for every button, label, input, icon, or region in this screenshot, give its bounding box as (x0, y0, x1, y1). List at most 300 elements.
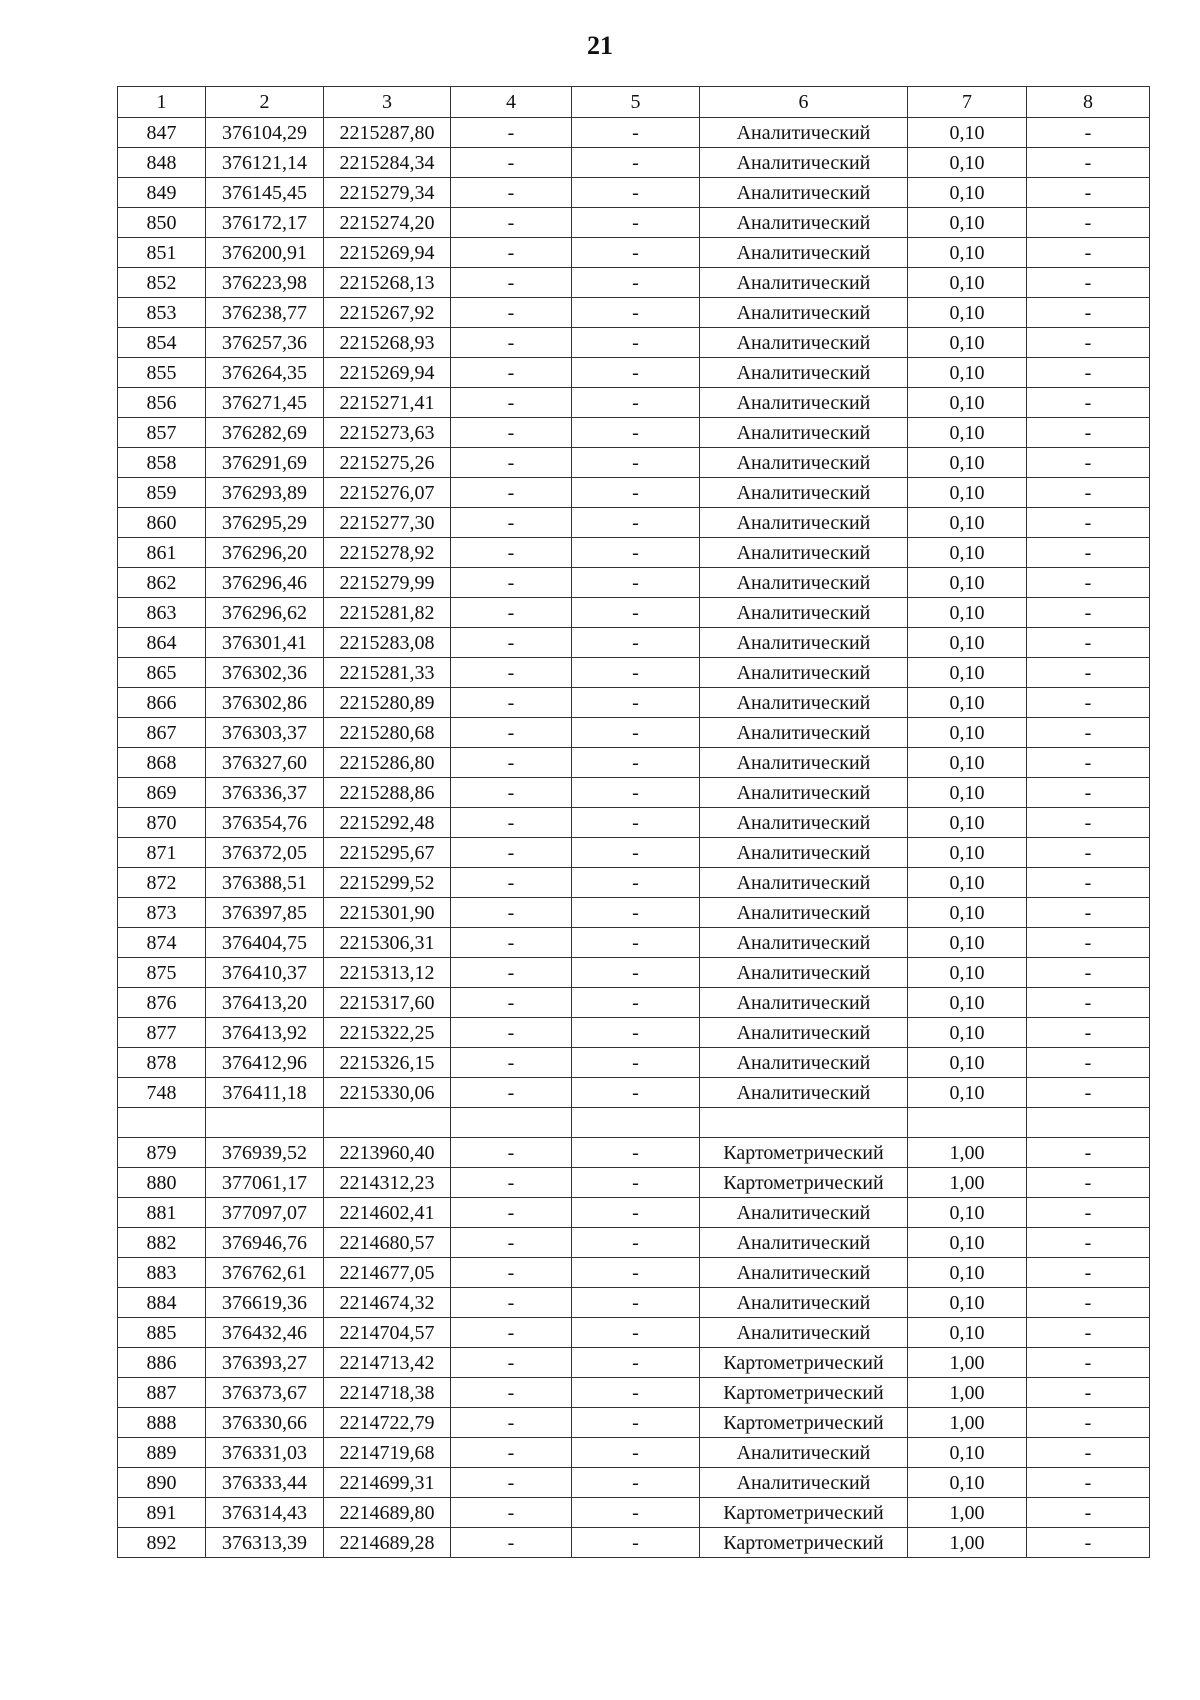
column-8-cell: - (1027, 1348, 1150, 1378)
x-coordinate-cell: 376404,75 (206, 928, 324, 958)
column-5-cell: - (572, 118, 700, 148)
accuracy-cell: 0,10 (908, 1288, 1027, 1318)
column-4-cell: - (451, 928, 572, 958)
column-5-cell: - (572, 1258, 700, 1288)
column-8-cell: - (1027, 928, 1150, 958)
column-8-cell: - (1027, 1528, 1150, 1558)
accuracy-cell: 0,10 (908, 1468, 1027, 1498)
x-coordinate-cell: 376333,44 (206, 1468, 324, 1498)
column-4-cell: - (451, 1228, 572, 1258)
x-coordinate-cell: 376413,92 (206, 1018, 324, 1048)
method-cell: Аналитический (700, 898, 908, 928)
column-5-cell: - (572, 1288, 700, 1318)
column-8-cell: - (1027, 598, 1150, 628)
method-cell: Аналитический (700, 178, 908, 208)
table-row (118, 298, 1150, 328)
x-coordinate-cell: 376264,35 (206, 358, 324, 388)
y-coordinate-cell: 2215330,06 (324, 1078, 451, 1108)
column-header-7: 7 (908, 87, 1027, 118)
accuracy-cell: 0,10 (908, 748, 1027, 778)
accuracy-cell: 0,10 (908, 118, 1027, 148)
column-4-cell: - (451, 328, 572, 358)
method-cell: Аналитический (700, 388, 908, 418)
method-cell: Аналитический (700, 1468, 908, 1498)
point-number-cell: 748 (118, 1078, 206, 1108)
accuracy-cell: 0,10 (908, 928, 1027, 958)
column-5-cell: - (572, 1438, 700, 1468)
method-cell: Аналитический (700, 988, 908, 1018)
column-header-6: 6 (700, 87, 908, 118)
method-cell: Аналитический (700, 418, 908, 448)
table-header-row (118, 87, 1150, 118)
column-4-cell: - (451, 1438, 572, 1468)
x-coordinate-cell: 376393,27 (206, 1348, 324, 1378)
y-coordinate-cell: 2214689,28 (324, 1528, 451, 1558)
table-row (118, 1168, 1150, 1198)
y-coordinate-cell: 2215281,33 (324, 658, 451, 688)
x-coordinate-cell: 376327,60 (206, 748, 324, 778)
method-cell: Аналитический (700, 1438, 908, 1468)
method-cell: Аналитический (700, 148, 908, 178)
method-cell: Аналитический (700, 478, 908, 508)
point-number-cell: 875 (118, 958, 206, 988)
column-8-cell: - (1027, 178, 1150, 208)
table-row (118, 718, 1150, 748)
column-5-cell: - (572, 628, 700, 658)
point-number-cell: 849 (118, 178, 206, 208)
column-8-cell: - (1027, 538, 1150, 568)
column-5-cell: - (572, 1528, 700, 1558)
point-number-cell: 852 (118, 268, 206, 298)
column-4-cell: - (451, 568, 572, 598)
method-cell: Картометрический (700, 1138, 908, 1168)
y-coordinate-cell: 2215280,89 (324, 688, 451, 718)
x-coordinate-cell: 376372,05 (206, 838, 324, 868)
column-8-cell: - (1027, 1198, 1150, 1228)
method-cell: Аналитический (700, 688, 908, 718)
y-coordinate-cell: 2215299,52 (324, 868, 451, 898)
method-cell: Аналитический (700, 598, 908, 628)
point-number-cell: 876 (118, 988, 206, 1018)
method-cell: Аналитический (700, 118, 908, 148)
table-row (118, 1318, 1150, 1348)
table-row (118, 328, 1150, 358)
table-row (118, 1378, 1150, 1408)
table-row (118, 178, 1150, 208)
table-row (118, 1528, 1150, 1558)
table-row (118, 868, 1150, 898)
y-coordinate-cell: 2215274,20 (324, 208, 451, 238)
method-cell: Аналитический (700, 1228, 908, 1258)
column-5-cell: - (572, 238, 700, 268)
table-row (118, 688, 1150, 718)
y-coordinate-cell: 2215288,86 (324, 778, 451, 808)
column-8-cell: - (1027, 898, 1150, 928)
table-row (118, 598, 1150, 628)
table-row (118, 478, 1150, 508)
column-4-cell: - (451, 538, 572, 568)
table-row (118, 1348, 1150, 1378)
point-number-cell: 886 (118, 1348, 206, 1378)
accuracy-cell: 1,00 (908, 1348, 1027, 1378)
x-coordinate-cell: 376336,37 (206, 778, 324, 808)
column-4-cell: - (451, 178, 572, 208)
table-row (118, 268, 1150, 298)
column-8-cell: - (1027, 628, 1150, 658)
accuracy-cell: 0,10 (908, 388, 1027, 418)
accuracy-cell: 0,10 (908, 778, 1027, 808)
x-coordinate-cell: 376282,69 (206, 418, 324, 448)
y-coordinate-cell: 2215306,31 (324, 928, 451, 958)
y-coordinate-cell: 2215322,25 (324, 1018, 451, 1048)
x-coordinate-cell: 376121,14 (206, 148, 324, 178)
y-coordinate-cell: 2214699,31 (324, 1468, 451, 1498)
method-cell: Картометрический (700, 1408, 908, 1438)
column-8-cell: - (1027, 958, 1150, 988)
column-8-cell: - (1027, 238, 1150, 268)
column-8-cell (1027, 1108, 1150, 1138)
column-8-cell: - (1027, 478, 1150, 508)
column-5-cell: - (572, 1228, 700, 1258)
point-number-cell: 848 (118, 148, 206, 178)
x-coordinate-cell: 376302,86 (206, 688, 324, 718)
accuracy-cell: 1,00 (908, 1528, 1027, 1558)
column-header-2: 2 (206, 87, 324, 118)
table-row (118, 1258, 1150, 1288)
column-5-cell: - (572, 1378, 700, 1408)
column-5-cell: - (572, 718, 700, 748)
table-row (118, 1108, 1150, 1138)
x-coordinate-cell: 377097,07 (206, 1198, 324, 1228)
y-coordinate-cell: 2215273,63 (324, 418, 451, 448)
column-8-cell: - (1027, 568, 1150, 598)
method-cell: Картометрический (700, 1348, 908, 1378)
accuracy-cell: 0,10 (908, 538, 1027, 568)
method-cell: Аналитический (700, 538, 908, 568)
accuracy-cell: 0,10 (908, 1018, 1027, 1048)
y-coordinate-cell: 2215271,41 (324, 388, 451, 418)
column-8-cell: - (1027, 268, 1150, 298)
x-coordinate-cell: 376313,39 (206, 1528, 324, 1558)
x-coordinate-cell: 377061,17 (206, 1168, 324, 1198)
accuracy-cell (908, 1108, 1027, 1138)
column-8-cell: - (1027, 358, 1150, 388)
table-row (118, 448, 1150, 478)
accuracy-cell: 0,10 (908, 958, 1027, 988)
column-5-cell: - (572, 1198, 700, 1228)
point-number-cell: 847 (118, 118, 206, 148)
x-coordinate-cell: 376293,89 (206, 478, 324, 508)
point-number-cell: 874 (118, 928, 206, 958)
point-number-cell: 889 (118, 1438, 206, 1468)
x-coordinate-cell: 376200,91 (206, 238, 324, 268)
accuracy-cell: 1,00 (908, 1408, 1027, 1438)
point-number-cell: 858 (118, 448, 206, 478)
table-row (118, 208, 1150, 238)
accuracy-cell: 0,10 (908, 1048, 1027, 1078)
column-8-cell: - (1027, 748, 1150, 778)
x-coordinate-cell: 376413,20 (206, 988, 324, 1018)
method-cell: Аналитический (700, 628, 908, 658)
column-5-cell: - (572, 148, 700, 178)
x-coordinate-cell: 376291,69 (206, 448, 324, 478)
point-number-cell: 850 (118, 208, 206, 238)
point-number-cell: 891 (118, 1498, 206, 1528)
point-number-cell: 854 (118, 328, 206, 358)
point-number-cell: 883 (118, 1258, 206, 1288)
table-row (118, 898, 1150, 928)
point-number-cell: 872 (118, 868, 206, 898)
column-5-cell: - (572, 778, 700, 808)
y-coordinate-cell: 2214689,80 (324, 1498, 451, 1528)
column-4-cell: - (451, 1288, 572, 1318)
column-5-cell: - (572, 988, 700, 1018)
column-4-cell: - (451, 148, 572, 178)
column-4-cell: - (451, 298, 572, 328)
column-8-cell: - (1027, 388, 1150, 418)
table-row (118, 658, 1150, 688)
point-number-cell: 888 (118, 1408, 206, 1438)
method-cell: Аналитический (700, 448, 908, 478)
point-number-cell: 851 (118, 238, 206, 268)
column-8-cell: - (1027, 1138, 1150, 1168)
column-4-cell: - (451, 268, 572, 298)
y-coordinate-cell: 2215277,30 (324, 508, 451, 538)
accuracy-cell: 0,10 (908, 1318, 1027, 1348)
method-cell: Аналитический (700, 1198, 908, 1228)
column-4-cell: - (451, 1138, 572, 1168)
column-8-cell: - (1027, 868, 1150, 898)
x-coordinate-cell: 376412,96 (206, 1048, 324, 1078)
column-8-cell: - (1027, 298, 1150, 328)
table-row (118, 1228, 1150, 1258)
column-8-cell: - (1027, 988, 1150, 1018)
column-5-cell: - (572, 928, 700, 958)
x-coordinate-cell: 376946,76 (206, 1228, 324, 1258)
x-coordinate-cell (206, 1108, 324, 1138)
column-4-cell: - (451, 418, 572, 448)
table-row (118, 988, 1150, 1018)
column-5-cell: - (572, 1048, 700, 1078)
column-4-cell: - (451, 1348, 572, 1378)
y-coordinate-cell: 2214704,57 (324, 1318, 451, 1348)
method-cell: Аналитический (700, 328, 908, 358)
point-number-cell: 882 (118, 1228, 206, 1258)
y-coordinate-cell: 2215267,92 (324, 298, 451, 328)
point-number-cell: 855 (118, 358, 206, 388)
method-cell: Аналитический (700, 838, 908, 868)
column-5-cell: - (572, 808, 700, 838)
y-coordinate-cell: 2215317,60 (324, 988, 451, 1018)
point-number-cell: 870 (118, 808, 206, 838)
column-4-cell: - (451, 778, 572, 808)
accuracy-cell: 1,00 (908, 1138, 1027, 1168)
x-coordinate-cell: 376939,52 (206, 1138, 324, 1168)
table-row (118, 1018, 1150, 1048)
column-4-cell: - (451, 1048, 572, 1078)
table-row (118, 1498, 1150, 1528)
column-8-cell: - (1027, 118, 1150, 148)
column-4-cell: - (451, 1198, 572, 1228)
column-5-cell: - (572, 178, 700, 208)
point-number-cell: 868 (118, 748, 206, 778)
table-row (118, 1288, 1150, 1318)
y-coordinate-cell: 2215313,12 (324, 958, 451, 988)
accuracy-cell: 0,10 (908, 868, 1027, 898)
column-8-cell: - (1027, 1078, 1150, 1108)
point-number-cell: 866 (118, 688, 206, 718)
y-coordinate-cell: 2215275,26 (324, 448, 451, 478)
column-4-cell: - (451, 508, 572, 538)
column-5-cell: - (572, 1078, 700, 1108)
column-8-cell: - (1027, 1228, 1150, 1258)
y-coordinate-cell: 2215281,82 (324, 598, 451, 628)
point-number-cell (118, 1108, 206, 1138)
column-8-cell: - (1027, 1288, 1150, 1318)
method-cell: Картометрический (700, 1528, 908, 1558)
accuracy-cell: 0,10 (908, 298, 1027, 328)
x-coordinate-cell: 376303,37 (206, 718, 324, 748)
table-row (118, 418, 1150, 448)
column-8-cell: - (1027, 1318, 1150, 1348)
column-8-cell: - (1027, 1408, 1150, 1438)
method-cell: Аналитический (700, 868, 908, 898)
accuracy-cell: 0,10 (908, 838, 1027, 868)
y-coordinate-cell (324, 1108, 451, 1138)
column-5-cell: - (572, 1498, 700, 1528)
coordinates-table (117, 86, 1150, 1558)
table-row (118, 1468, 1150, 1498)
y-coordinate-cell: 2215269,94 (324, 238, 451, 268)
method-cell: Аналитический (700, 298, 908, 328)
x-coordinate-cell: 376296,62 (206, 598, 324, 628)
accuracy-cell: 0,10 (908, 268, 1027, 298)
point-number-cell: 878 (118, 1048, 206, 1078)
point-number-cell: 880 (118, 1168, 206, 1198)
accuracy-cell: 0,10 (908, 658, 1027, 688)
accuracy-cell: 0,10 (908, 1078, 1027, 1108)
accuracy-cell: 0,10 (908, 718, 1027, 748)
method-cell (700, 1108, 908, 1138)
column-5-cell: - (572, 898, 700, 928)
method-cell: Аналитический (700, 658, 908, 688)
accuracy-cell: 0,10 (908, 688, 1027, 718)
table-row (118, 1048, 1150, 1078)
column-5-cell: - (572, 328, 700, 358)
page-number: 21 (587, 31, 613, 60)
y-coordinate-cell: 2214713,42 (324, 1348, 451, 1378)
column-5-cell: - (572, 388, 700, 418)
table-row (118, 628, 1150, 658)
accuracy-cell: 0,10 (908, 178, 1027, 208)
y-coordinate-cell: 2215279,99 (324, 568, 451, 598)
column-5-cell: - (572, 1408, 700, 1438)
x-coordinate-cell: 376238,77 (206, 298, 324, 328)
column-5-cell: - (572, 838, 700, 868)
point-number-cell: 881 (118, 1198, 206, 1228)
y-coordinate-cell: 2215268,93 (324, 328, 451, 358)
column-header-4: 4 (451, 87, 572, 118)
column-header-3: 3 (324, 87, 451, 118)
point-number-cell: 853 (118, 298, 206, 328)
method-cell: Картометрический (700, 1378, 908, 1408)
y-coordinate-cell: 2215295,67 (324, 838, 451, 868)
column-5-cell: - (572, 598, 700, 628)
x-coordinate-cell: 376301,41 (206, 628, 324, 658)
accuracy-cell: 0,10 (908, 1228, 1027, 1258)
accuracy-cell: 0,10 (908, 358, 1027, 388)
table-row (118, 1438, 1150, 1468)
column-8-cell: - (1027, 1258, 1150, 1288)
accuracy-cell: 0,10 (908, 148, 1027, 178)
y-coordinate-cell: 2214677,05 (324, 1258, 451, 1288)
method-cell: Аналитический (700, 958, 908, 988)
column-8-cell: - (1027, 418, 1150, 448)
y-coordinate-cell: 2215269,94 (324, 358, 451, 388)
accuracy-cell: 0,10 (908, 568, 1027, 598)
point-number-cell: 859 (118, 478, 206, 508)
x-coordinate-cell: 376397,85 (206, 898, 324, 928)
point-number-cell: 887 (118, 1378, 206, 1408)
y-coordinate-cell: 2215284,34 (324, 148, 451, 178)
column-5-cell: - (572, 508, 700, 538)
table-row (118, 238, 1150, 268)
y-coordinate-cell: 2214680,57 (324, 1228, 451, 1258)
method-cell: Аналитический (700, 268, 908, 298)
accuracy-cell: 1,00 (908, 1498, 1027, 1528)
column-4-cell: - (451, 658, 572, 688)
column-4-cell (451, 1108, 572, 1138)
table-row (118, 1138, 1150, 1168)
y-coordinate-cell: 2215292,48 (324, 808, 451, 838)
column-5-cell (572, 1108, 700, 1138)
y-coordinate-cell: 2215283,08 (324, 628, 451, 658)
x-coordinate-cell: 376762,61 (206, 1258, 324, 1288)
column-8-cell: - (1027, 838, 1150, 868)
column-8-cell: - (1027, 1168, 1150, 1198)
column-8-cell: - (1027, 1018, 1150, 1048)
point-number-cell: 861 (118, 538, 206, 568)
column-4-cell: - (451, 1318, 572, 1348)
accuracy-cell: 0,10 (908, 1438, 1027, 1468)
table-row (118, 358, 1150, 388)
y-coordinate-cell: 2214674,32 (324, 1288, 451, 1318)
column-4-cell: - (451, 1018, 572, 1048)
accuracy-cell: 0,10 (908, 448, 1027, 478)
method-cell: Аналитический (700, 928, 908, 958)
y-coordinate-cell: 2214602,41 (324, 1198, 451, 1228)
column-4-cell: - (451, 208, 572, 238)
point-number-cell: 871 (118, 838, 206, 868)
method-cell: Аналитический (700, 508, 908, 538)
column-4-cell: - (451, 718, 572, 748)
method-cell: Аналитический (700, 1048, 908, 1078)
table-row (118, 148, 1150, 178)
x-coordinate-cell: 376271,45 (206, 388, 324, 418)
column-4-cell: - (451, 478, 572, 508)
column-5-cell: - (572, 958, 700, 988)
column-8-cell: - (1027, 208, 1150, 238)
accuracy-cell: 0,10 (908, 1198, 1027, 1228)
column-header-8: 8 (1027, 87, 1150, 118)
x-coordinate-cell: 376223,98 (206, 268, 324, 298)
accuracy-cell: 0,10 (908, 478, 1027, 508)
accuracy-cell: 0,10 (908, 628, 1027, 658)
column-4-cell: - (451, 628, 572, 658)
accuracy-cell: 1,00 (908, 1378, 1027, 1408)
accuracy-cell: 0,10 (908, 238, 1027, 268)
y-coordinate-cell: 2215280,68 (324, 718, 451, 748)
